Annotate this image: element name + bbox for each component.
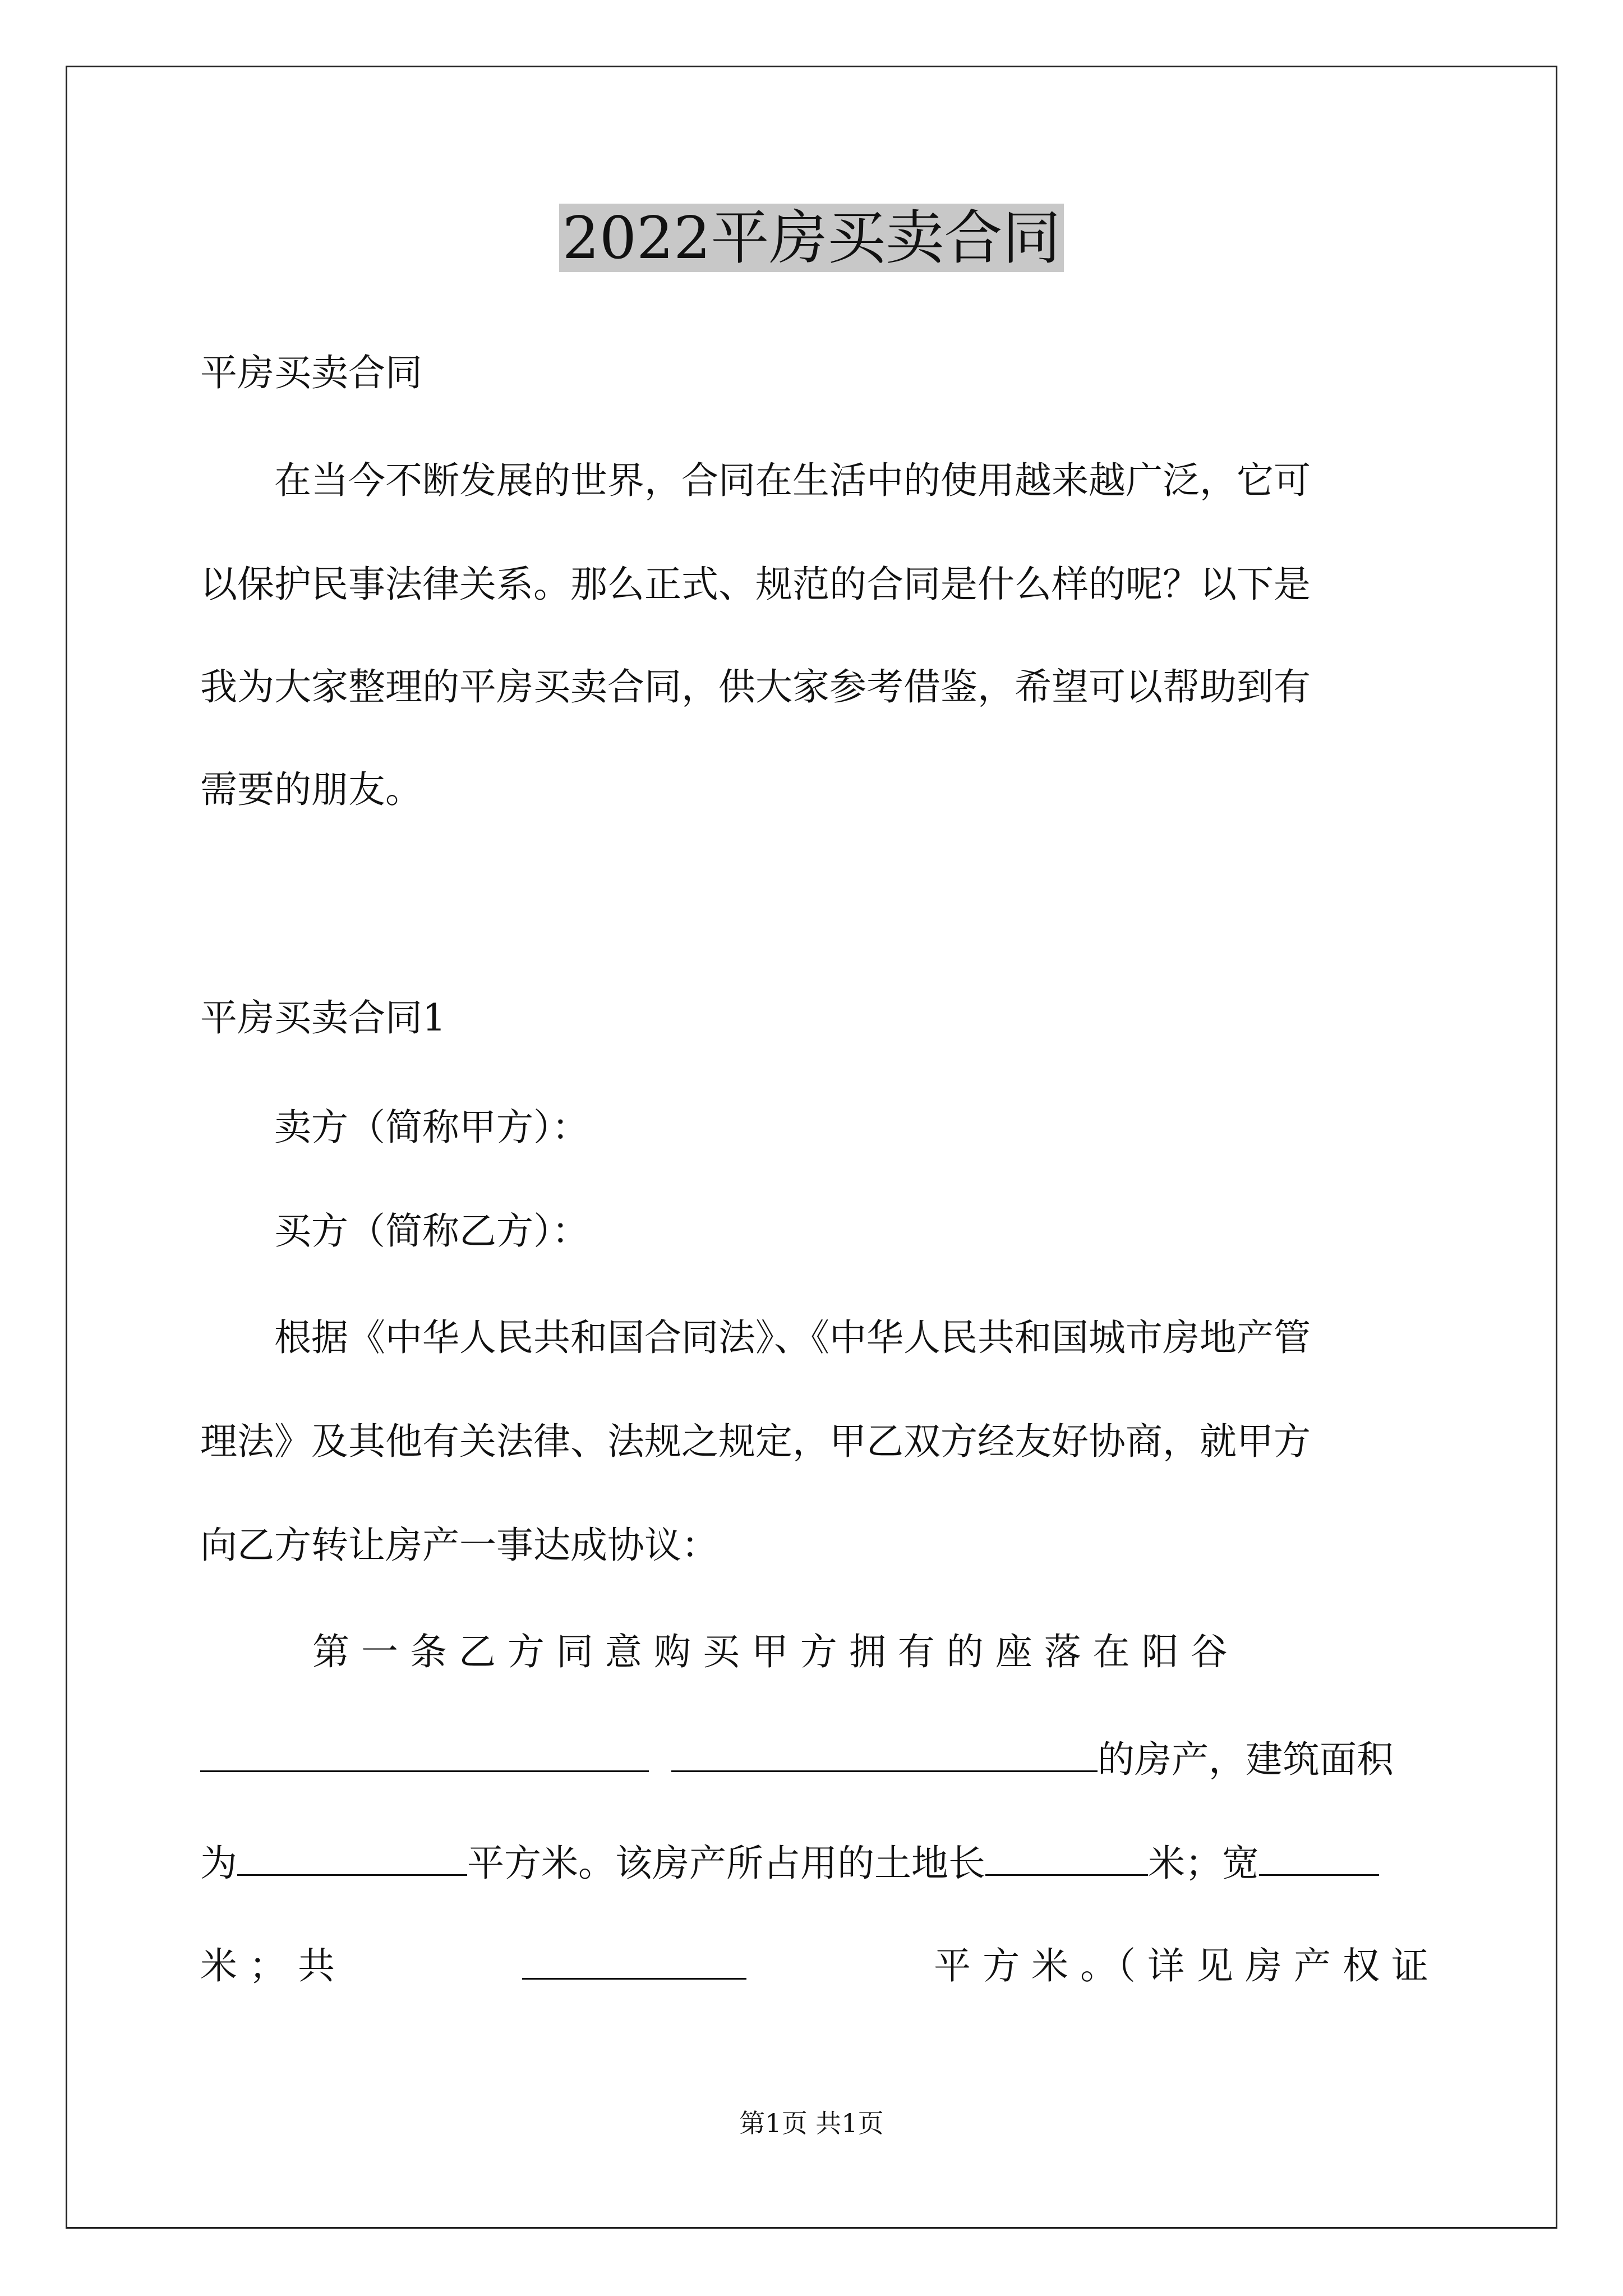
basis-line-3: 向乙方转让房产一事达成协议： [200, 1524, 718, 1567]
buyer-line: 买方（简称乙方）： [274, 1209, 589, 1253]
article1-line-2 [200, 1733, 1428, 1785]
text-wei: 为 [200, 1842, 237, 1885]
article1-line-3 [200, 1837, 1428, 1889]
text-width: 米；宽 [1148, 1842, 1259, 1885]
article1-line-2-text: 的房产，建筑面积 [1098, 1738, 1394, 1781]
blank-width [1259, 1837, 1379, 1876]
title-text: 2022平房买卖合同 [559, 204, 1064, 272]
document-title [0, 200, 1623, 276]
heading-contract: 平房买卖合同 [200, 351, 422, 394]
intro-line-3: 我为大家整理的平房买卖合同，供大家参考借鉴，希望可以帮助到有 [200, 665, 1311, 708]
basis-line-1: 根据《中华人民共和国合同法》、《中华人民共和国城市房地产管 [274, 1316, 1311, 1359]
article1-line-1: 第 一 条 乙 方 同 意 购 买 甲 方 拥 有 的 座 落 在 阳 谷 [312, 1630, 1228, 1673]
text-sqm-certificate: 平 方 米 。（ 详 见 房 产 权 证 [934, 1944, 1428, 1987]
intro-line-4: 需要的朋友。 [200, 768, 422, 811]
basis-line-2: 理法》及其他有关法律、法规之规定，甲乙双方经友好协商，就甲方 [200, 1420, 1311, 1463]
article1-line-4 [200, 1941, 1428, 1991]
blank-location-2 [671, 1733, 1098, 1772]
intro-line-2: 以保护民事法律关系。那么正式、规范的合同是什么样的呢？以下是 [200, 563, 1311, 606]
blank-total-area [522, 1941, 746, 1980]
text-land-length: 平方米。该房产所占用的土地长 [467, 1842, 985, 1885]
blank-area [237, 1837, 467, 1876]
intro-line-1: 在当今不断发展的世界，合同在生活中的使用越来越广泛，它可 [274, 459, 1311, 502]
heading-contract-1: 平房买卖合同1 [200, 996, 446, 1039]
blank-length [985, 1837, 1148, 1876]
text-mi-gong: 米 ； 共 [200, 1944, 335, 1987]
page-footer: 第1页 共1页 [739, 2108, 884, 2138]
blank-location-1 [200, 1733, 649, 1772]
seller-line: 卖方（简称甲方）： [274, 1106, 589, 1149]
